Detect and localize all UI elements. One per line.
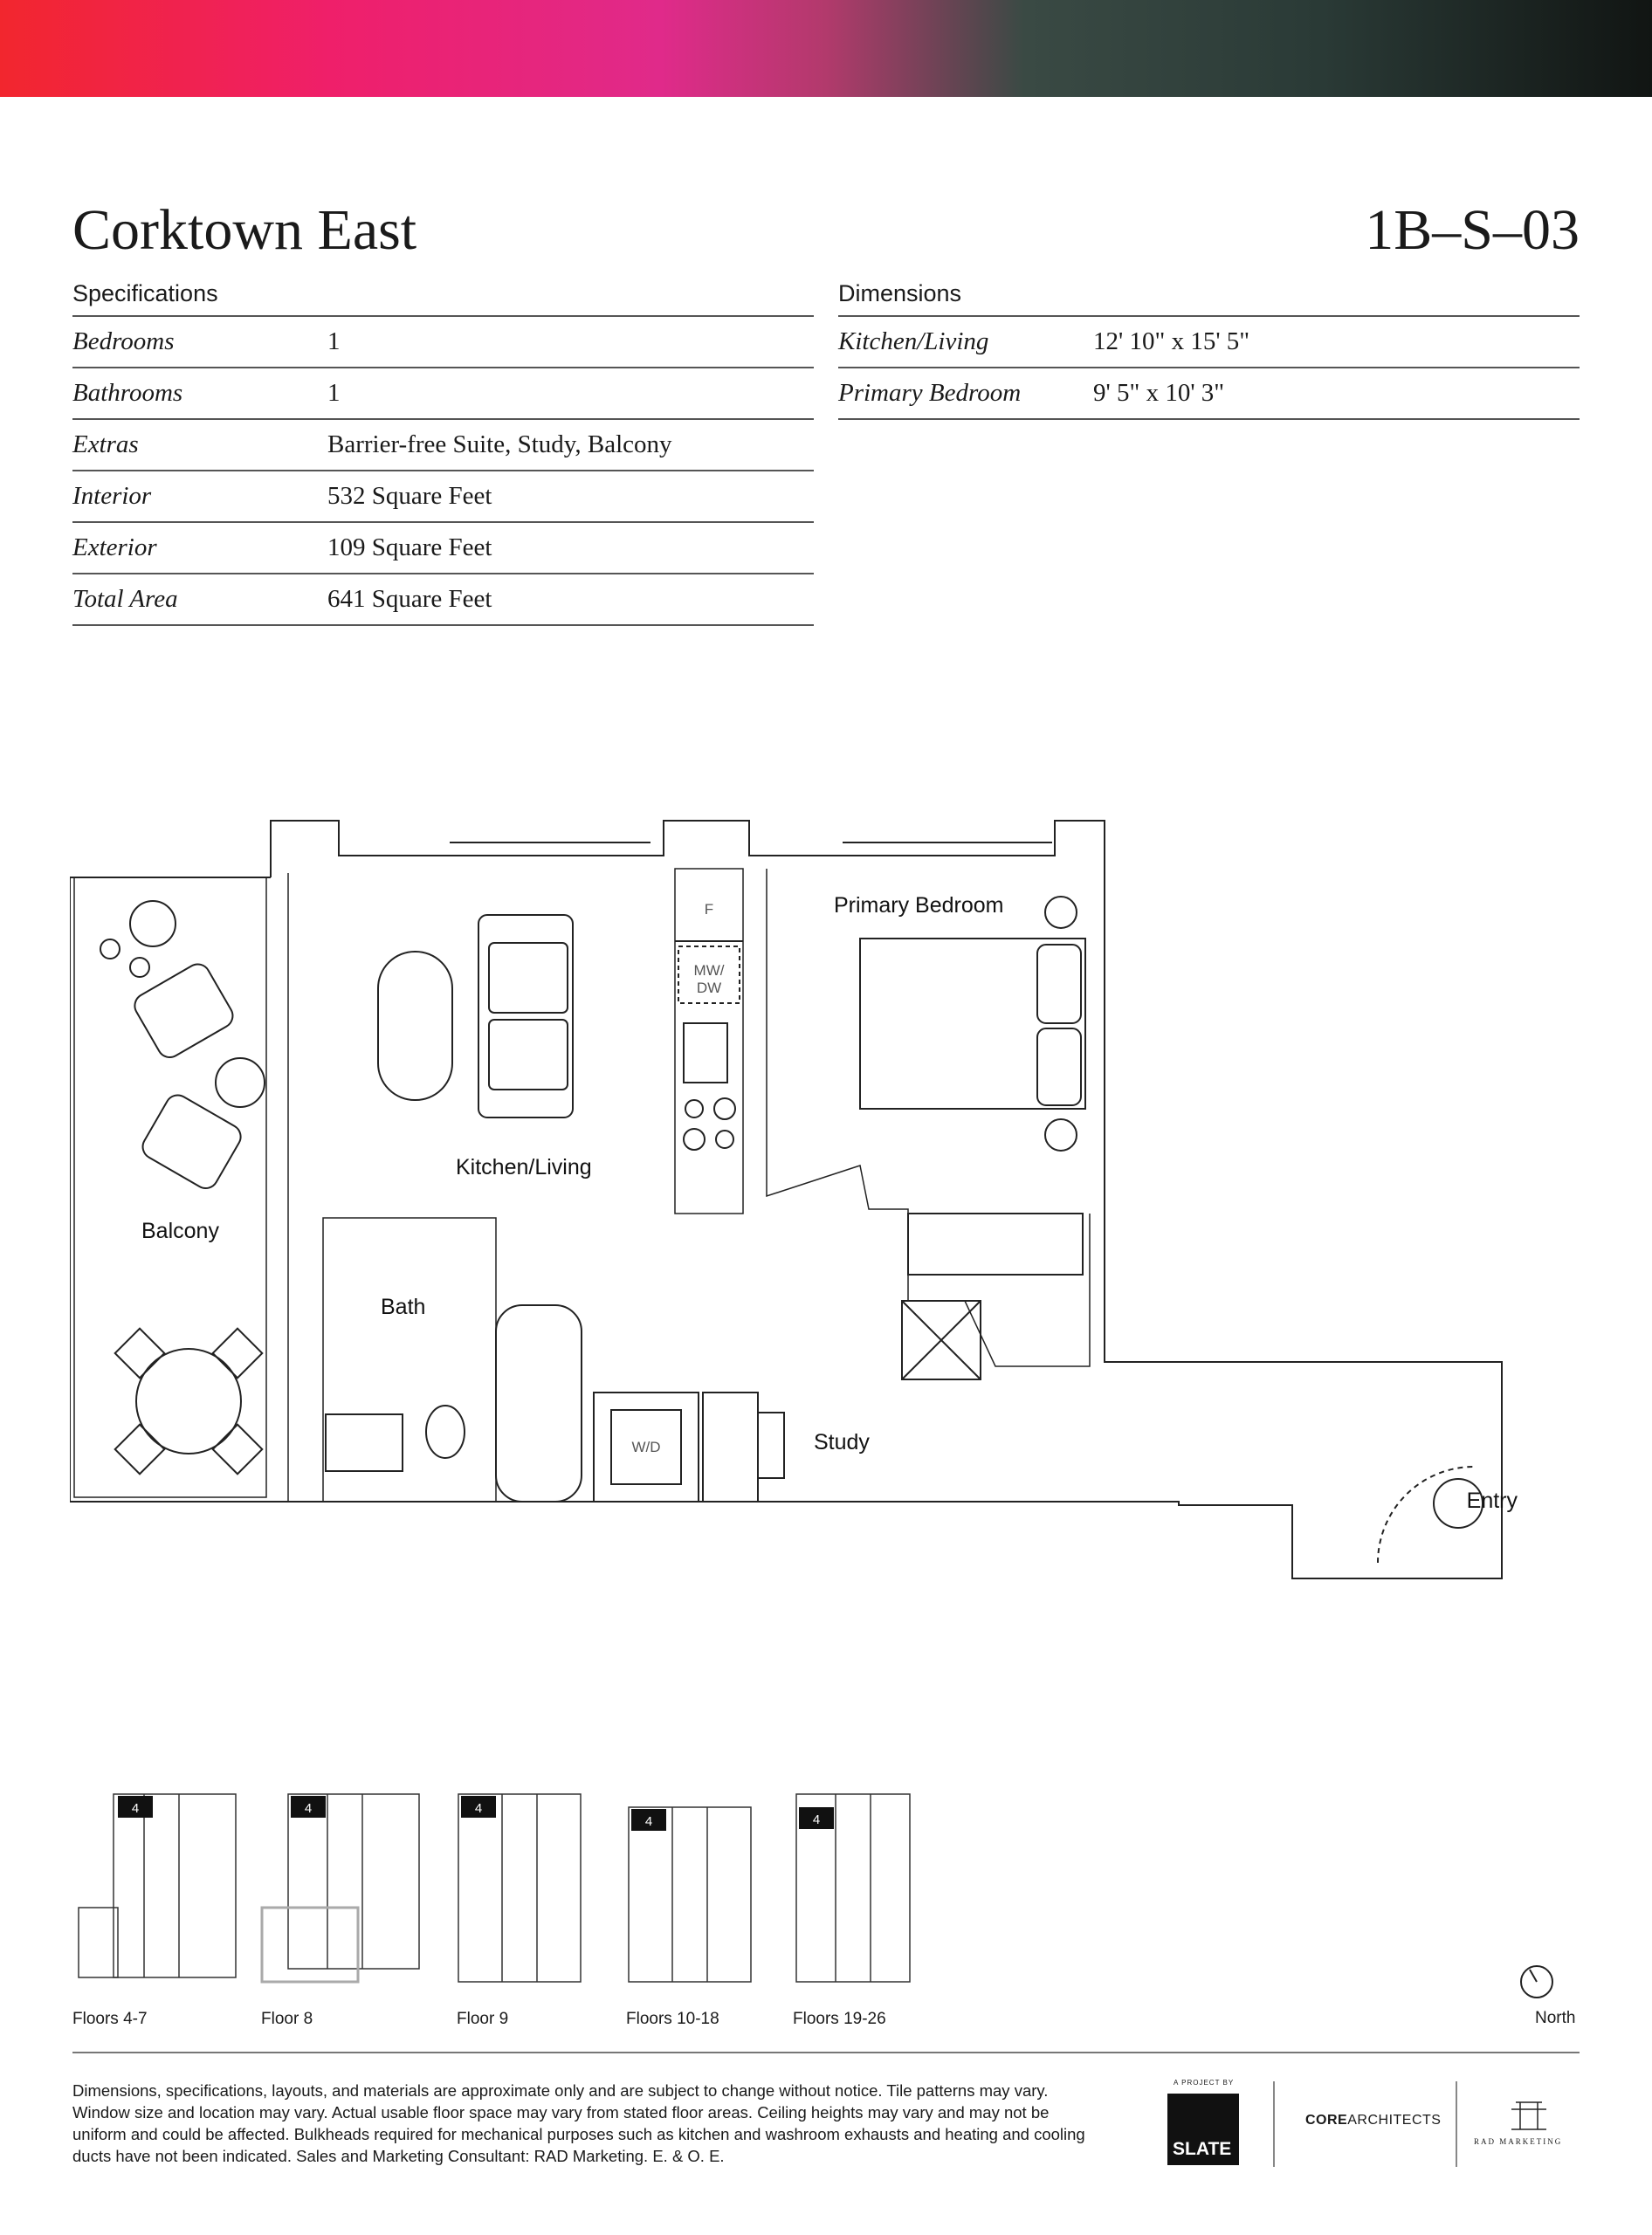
keyplan-floors-10-18 (624, 1785, 755, 1988)
spec-value: Barrier-free Suite, Study, Balcony (327, 430, 672, 458)
fridge-label: F (704, 901, 714, 918)
dimension-value: 9' 5" x 10' 3" (1093, 379, 1225, 407)
dimension-label: Kitchen/Living (838, 327, 989, 355)
dimension-row-primary-bedroom (838, 368, 1580, 420)
nightstand (1045, 897, 1077, 928)
unit-number: 4 (474, 1801, 483, 1816)
core-bold: CORE (1305, 2113, 1348, 2128)
keyplan-floor-8 (258, 1785, 423, 1988)
exterior-wall (70, 821, 1502, 1578)
cooktop-burner (684, 1129, 705, 1150)
rad-marketing-text: RAD MARKETING (1474, 2137, 1563, 2146)
room-label-bath: Bath (381, 1295, 426, 1319)
unit-number: 4 (812, 1812, 821, 1827)
desk (703, 1393, 758, 1502)
spec-row-exterior (72, 523, 814, 574)
room-label-balcony: Balcony (141, 1219, 219, 1243)
pillow (1037, 945, 1081, 1023)
desk-chair (758, 1413, 784, 1478)
specifications-heading: Specifications (72, 280, 218, 306)
plant (130, 901, 176, 946)
spec-value: 532 Square Feet (327, 482, 492, 510)
balcony-outline (74, 877, 266, 1497)
room-label-study: Study (814, 1430, 870, 1454)
dining-chair (115, 1329, 165, 1379)
project-by-label: A PROJECT BY (1174, 2079, 1235, 2087)
keyplan-floors-19-26 (792, 1785, 923, 1988)
plant (130, 958, 149, 977)
keyplan-floor-9 (454, 1785, 585, 1988)
unit-code: 1B–S–03 (1365, 198, 1580, 263)
toilet (426, 1406, 465, 1458)
sofa-cushion (489, 943, 568, 1013)
keyplan-label: Floors 19-26 (793, 2010, 886, 2028)
rad-marketing-icon (1507, 2099, 1551, 2134)
spec-row-bathrooms (72, 368, 814, 420)
entry-door-swing (1378, 1467, 1474, 1563)
dimension-label: Primary Bedroom (838, 379, 1022, 407)
sink (684, 1023, 727, 1083)
core-rest: ARCHITECTS (1347, 2113, 1442, 2128)
unit-number: 4 (304, 1801, 313, 1816)
dimension-value: 12' 10" x 15' 5" (1093, 327, 1250, 355)
keyplan-label: Floors 10-18 (626, 2010, 719, 2028)
mw-dw-label: DW (696, 980, 722, 996)
top-gradient-banner (0, 0, 1652, 97)
dimension-row-kitchen-living (838, 317, 1580, 368)
keyplan-floors-4-7 (74, 1785, 240, 1988)
spec-label: Interior (72, 482, 152, 510)
plant (100, 939, 120, 959)
dining-chair (213, 1329, 263, 1379)
dimensions-heading: Dimensions (838, 280, 962, 306)
disclaimer-text: Dimensions, specifications, layouts, and materials are approximate only and are subject to change without notice. Tile patterns may vary. Window size and location may vary. Actual usable floor space may vary from stated floor areas. Ceiling heights may vary and may not be uniform and could be affected. Bulkheads required for mechanical purposes such as kitchen and washroom exhausts and heating and cooling ducts have not been indicated. Sales and Marketing Consultant: RAD Marketing. E. & O. E. (72, 2081, 1085, 2165)
spec-label: Exterior (72, 533, 157, 561)
coffee-table (378, 952, 452, 1100)
bathtub (496, 1305, 582, 1502)
spec-row-interior (72, 471, 814, 523)
slate-logo (1167, 2094, 1239, 2165)
room-label-entry: Entry (1466, 1489, 1518, 1513)
keyplan-label: Floor 8 (261, 2010, 313, 2028)
sofa-cushion (489, 1020, 568, 1090)
floor-plan (70, 812, 1519, 1598)
sofa (478, 915, 573, 1118)
washer-dryer-label: W/D (631, 1439, 661, 1455)
closet (908, 1214, 1083, 1275)
pillow (1037, 1028, 1081, 1105)
keyplan-label: Floors 4-7 (72, 2010, 148, 2028)
footer-divider (72, 2052, 1580, 2053)
kitchen-counter (675, 869, 743, 1214)
building-name: Corktown East (72, 198, 417, 263)
bath-floor (323, 1218, 496, 1502)
slate-logo-text: SLATE (1173, 2139, 1232, 2159)
spec-value: 1 (327, 327, 341, 355)
spec-label: Extras (72, 430, 139, 458)
vanity (326, 1414, 403, 1471)
dining-chair (115, 1425, 165, 1475)
mw-dw-label: MW/ (693, 962, 725, 979)
logo-divider (1273, 2081, 1275, 2167)
specifications-table (72, 315, 814, 626)
cooktop-burner (685, 1100, 703, 1118)
side-table (216, 1058, 265, 1107)
north-arrow-icon (1518, 1963, 1556, 2001)
spec-value: 1 (327, 379, 341, 407)
dining-chair (213, 1425, 263, 1475)
spec-label: Total Area (72, 585, 178, 613)
cooktop-burner (716, 1131, 733, 1148)
room-label-primary-bedroom: Primary Bedroom (834, 893, 1004, 918)
dimensions-table (838, 315, 1580, 420)
bedroom-wall (767, 869, 1090, 1366)
spec-label: Bedrooms (72, 327, 175, 355)
lounge-chair (138, 1090, 244, 1193)
keyplan-label: Floor 9 (457, 2010, 509, 2028)
unit-number: 4 (131, 1801, 140, 1816)
spec-value: 109 Square Feet (327, 533, 492, 561)
spec-label: Bathrooms (72, 379, 183, 407)
north-label: North (1535, 2009, 1576, 2027)
unit-number: 4 (644, 1814, 653, 1829)
spec-value: 641 Square Feet (327, 585, 492, 613)
core-architects-logo (1305, 2113, 1441, 2128)
cooktop-burner (714, 1098, 735, 1119)
spec-row-bedrooms (72, 317, 814, 368)
room-label-kitchen-living: Kitchen/Living (456, 1155, 592, 1179)
nightstand (1045, 1119, 1077, 1151)
spec-row-extras (72, 420, 814, 471)
logo-divider (1456, 2081, 1457, 2167)
spec-row-total-area (72, 574, 814, 626)
